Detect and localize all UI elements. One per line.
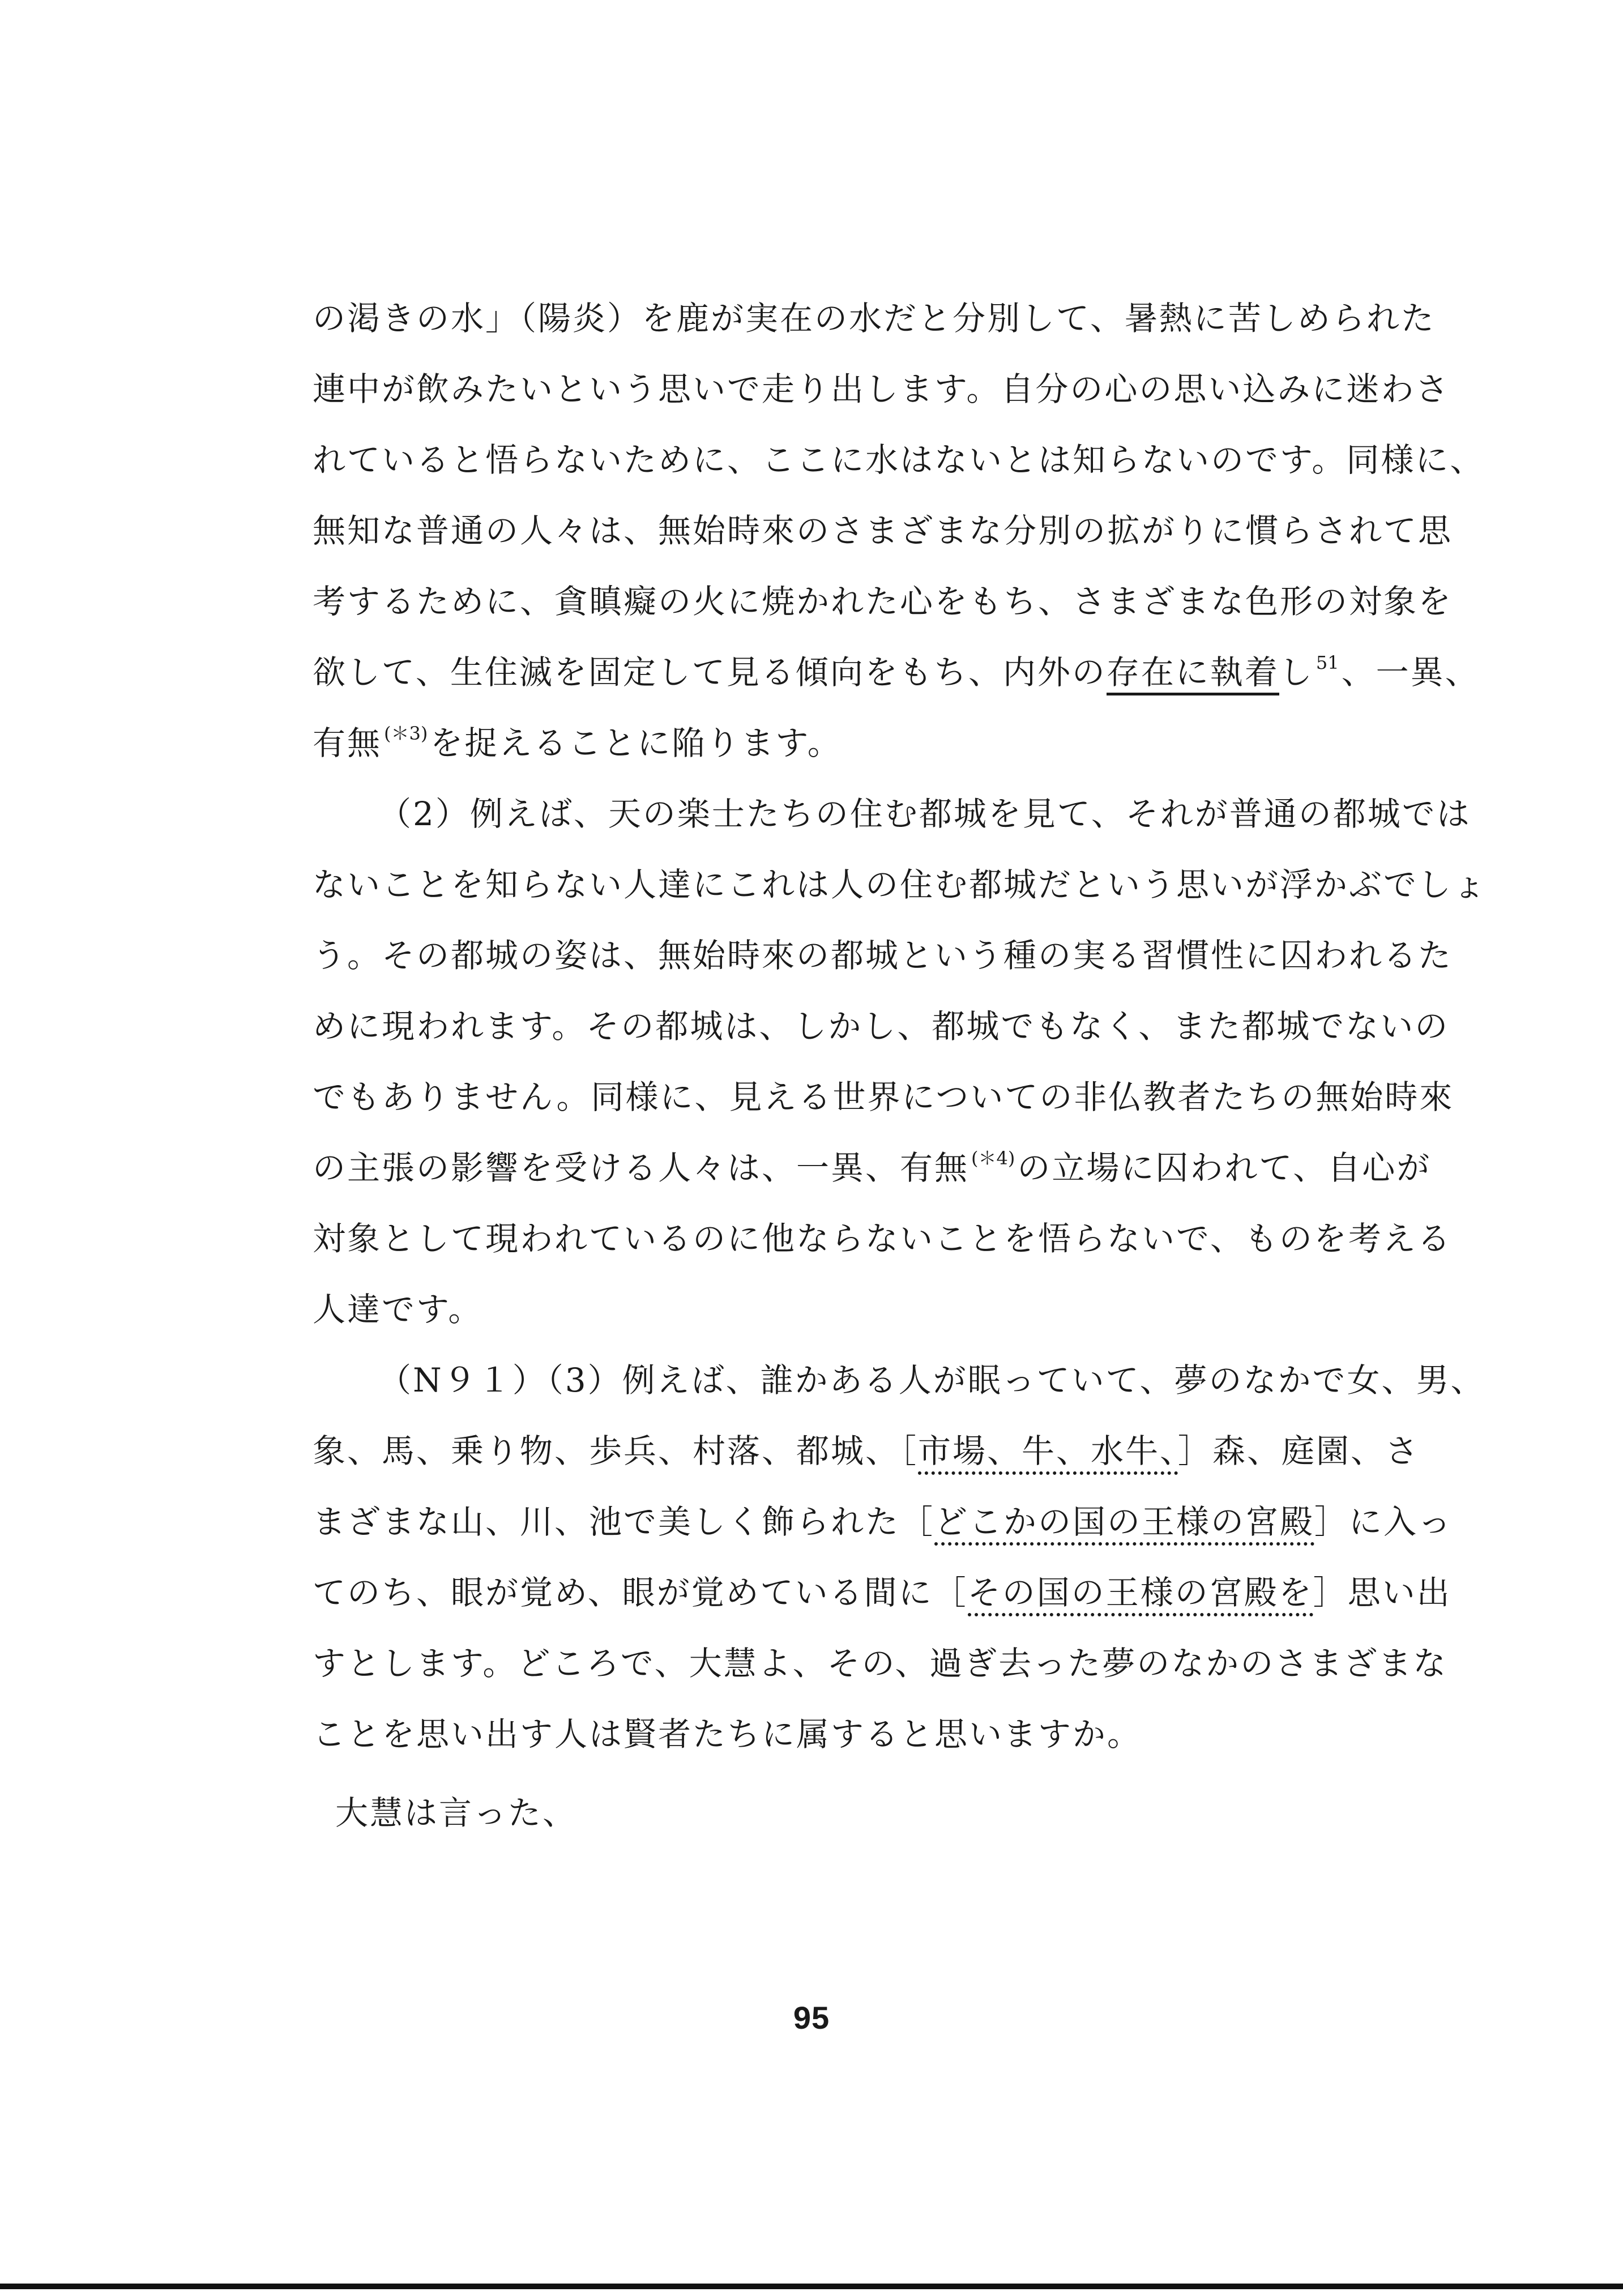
text-segment: を捉えることに陥ります。 — [430, 724, 842, 762]
text-segment: の立場に囚われて、自心が — [1017, 1149, 1432, 1187]
text-segment: まざまな山、川、池で美しく飾られた［ — [313, 1503, 935, 1541]
text-segment: ］森、庭園、さ — [1178, 1432, 1420, 1470]
text-line: ことを思い出す人は賢者たちに属すると思いますか。 — [313, 1715, 1142, 1753]
paragraph-start-line: （N９１）（3）例えば、誰かある人が眠っていて、夢のなかで女、男、 — [378, 1361, 1485, 1399]
bottom-border-rule — [0, 2284, 1623, 2289]
underlined-term: 存在に執着 — [1107, 653, 1279, 695]
text-line: 連中が飲みたいという思いで走り出します。自分の心の思い込みに迷わさ — [313, 370, 1450, 408]
text-line: の渇きの水」（陽炎）を鹿が実在の水だと分別して、暑熱に苦しめられた — [313, 299, 1436, 338]
text-line — [313, 1133, 1432, 1204]
text-line — [313, 1416, 1420, 1487]
text-line: れていると悟らないために、ここに水はないとは知らないのです。同様に、 — [313, 441, 1485, 479]
text-line — [313, 1557, 1451, 1628]
body-text — [313, 283, 1488, 1849]
text-segment: し — [1279, 653, 1314, 692]
text-segment: 有無 — [313, 724, 382, 762]
text-segment: ］に入っ — [1314, 1503, 1453, 1541]
text-segment: の主張の影響を受ける人々は、一異、有無 — [313, 1149, 969, 1187]
note-marker: (＊4) — [971, 1147, 1015, 1169]
speaker-line: 大慧は言った、 — [335, 1794, 578, 1832]
text-line: う。その都城の姿は、無始時來の都城という種の実る習慣性に囚われるた — [313, 936, 1453, 975]
text-segment: てのち、眼が覚め、眼が覚めている間に［ — [313, 1573, 968, 1612]
text-line: 人達です。 — [313, 1290, 483, 1329]
text-line: めに現われます。その都城は、しかし、都城でもなく、また都城でないの — [313, 1007, 1450, 1045]
dotted-underlined-insertion: どこかの国の王様の宮殿 — [934, 1503, 1314, 1546]
note-marker: (＊3) — [384, 723, 428, 744]
text-line — [313, 1487, 1453, 1557]
footnote-marker: 51 — [1316, 652, 1339, 673]
text-line: 考するために、貪瞋癡の火に焼かれた心をもち、さまざまな色形の対象を — [313, 582, 1453, 621]
text-line — [313, 708, 1377, 779]
text-segment: ］思い出 — [1313, 1573, 1451, 1612]
text-line: でもありません。同様に、見える世界についての非仏教者たちの無始時來 — [313, 1078, 1454, 1116]
text-segment: 、一異、 — [1341, 653, 1480, 692]
page-number: 95 — [793, 2000, 830, 2035]
text-line: 対象として現われているのに他ならないことを悟らないで、ものを考える — [313, 1219, 1452, 1258]
text-line: すとします。どころで、大慧よ、その、過ぎ去った夢のなかのさまざまな — [313, 1644, 1448, 1683]
text-line: 無知な普通の人々は、無始時來のさまざまな分別の拡がりに慣らされて思 — [313, 511, 1453, 550]
text-line: ないことを知らない人達にこれは人の住む都城だという思いが浮かぶでしょ — [313, 865, 1488, 904]
paragraph-start-line: （2）例えば、天の楽士たちの住む都城を見て、それが普通の都城では — [378, 795, 1471, 833]
text-segment: 欲して、生住滅を固定して見る傾向をもち、内外の — [313, 653, 1107, 692]
text-line — [313, 637, 1480, 708]
dotted-underlined-insertion: その国の王様の宮殿を — [968, 1573, 1313, 1616]
text-segment: 象、馬、乗り物、歩兵、村落、都城、［ — [313, 1432, 919, 1470]
dotted-underlined-insertion: 市場、牛、水牛、 — [918, 1432, 1178, 1475]
